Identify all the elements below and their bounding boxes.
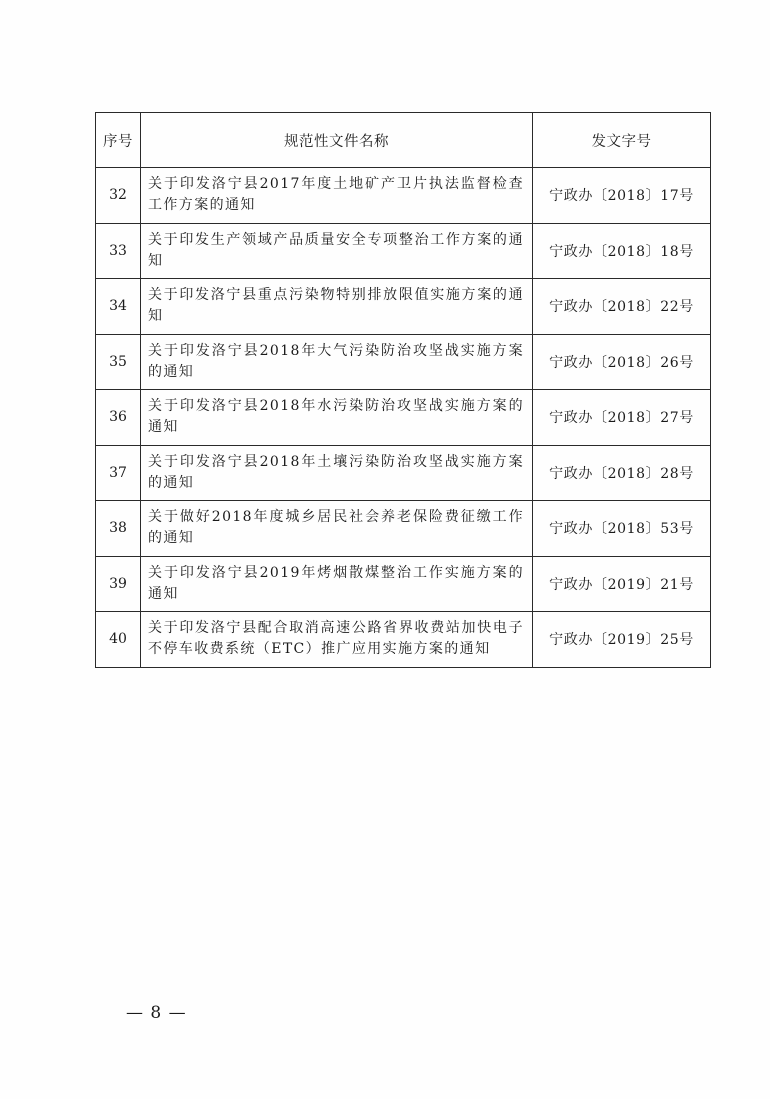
table-row bbox=[96, 334, 711, 390]
row-document-code: 宁政办〔2018〕26号 bbox=[533, 334, 711, 390]
table-row bbox=[96, 390, 711, 446]
header-name: 规范性文件名称 bbox=[141, 113, 533, 168]
row-document-name: 关于印发洛宁县2019年烤烟散煤整治工作实施方案的通知 bbox=[141, 556, 533, 612]
row-document-code: 宁政办〔2018〕28号 bbox=[533, 445, 711, 501]
row-document-name: 关于印发洛宁县配合取消高速公路省界收费站加快电子不停车收费系统（ETC）推广应用实施方案的通知 bbox=[141, 612, 533, 668]
row-document-name: 关于印发洛宁县2018年水污染防治攻坚战实施方案的通知 bbox=[141, 390, 533, 446]
header-index: 序号 bbox=[96, 113, 141, 168]
row-index: 35 bbox=[96, 334, 141, 390]
row-document-code: 宁政办〔2018〕53号 bbox=[533, 501, 711, 557]
row-index: 32 bbox=[96, 168, 141, 224]
row-document-name: 关于印发生产领域产品质量安全专项整治工作方案的通知 bbox=[141, 223, 533, 279]
table-row bbox=[96, 168, 711, 224]
row-document-code: 宁政办〔2019〕21号 bbox=[533, 556, 711, 612]
row-document-code: 宁政办〔2018〕17号 bbox=[533, 168, 711, 224]
row-index: 40 bbox=[96, 612, 141, 668]
table-row bbox=[96, 556, 711, 612]
table-header-row bbox=[96, 113, 711, 168]
header-code: 发文字号 bbox=[533, 113, 711, 168]
row-index: 36 bbox=[96, 390, 141, 446]
row-index: 38 bbox=[96, 501, 141, 557]
row-document-name: 关于印发洛宁县2018年大气污染防治攻坚战实施方案的通知 bbox=[141, 334, 533, 390]
table-row bbox=[96, 223, 711, 279]
row-document-code: 宁政办〔2018〕22号 bbox=[533, 279, 711, 335]
row-document-name: 关于印发洛宁县2017年度土地矿产卫片执法监督检查工作方案的通知 bbox=[141, 168, 533, 224]
row-index: 39 bbox=[96, 556, 141, 612]
table-row bbox=[96, 501, 711, 557]
page-number: — 8 — bbox=[126, 1003, 187, 1023]
row-document-name: 关于做好2018年度城乡居民社会养老保险费征缴工作的通知 bbox=[141, 501, 533, 557]
document-table bbox=[95, 112, 711, 668]
row-index: 33 bbox=[96, 223, 141, 279]
table-row bbox=[96, 445, 711, 501]
row-document-code: 宁政办〔2019〕25号 bbox=[533, 612, 711, 668]
row-document-name: 关于印发洛宁县2018年土壤污染防治攻坚战实施方案的通知 bbox=[141, 445, 533, 501]
table-row bbox=[96, 612, 711, 668]
row-document-code: 宁政办〔2018〕18号 bbox=[533, 223, 711, 279]
row-index: 34 bbox=[96, 279, 141, 335]
row-document-name: 关于印发洛宁县重点污染物特别排放限值实施方案的通知 bbox=[141, 279, 533, 335]
row-index: 37 bbox=[96, 445, 141, 501]
row-document-code: 宁政办〔2018〕27号 bbox=[533, 390, 711, 446]
table-row bbox=[96, 279, 711, 335]
